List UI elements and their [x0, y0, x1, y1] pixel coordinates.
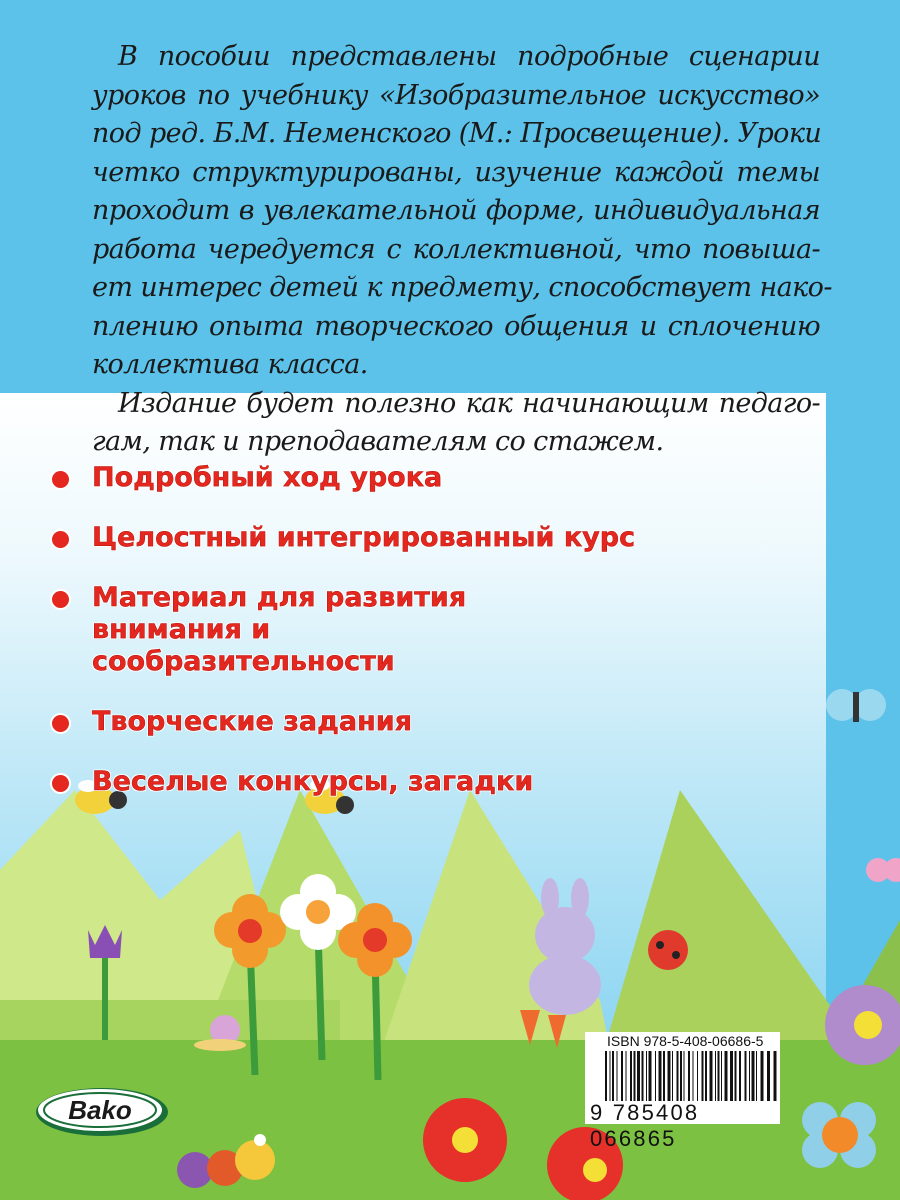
- barcode-bar: [672, 1051, 673, 1101]
- barcode-bar: [730, 1051, 733, 1101]
- feature-label: Материал для развития внимания и сообразительности: [92, 582, 467, 677]
- barcode-bar: [767, 1051, 770, 1101]
- feature-label: Творческие задания: [92, 706, 413, 737]
- feature-label: Веселые конкурсы, загадки: [92, 766, 534, 797]
- description-line: четко структурированы, изучение каждой темы: [92, 156, 820, 188]
- barcode-bar: [649, 1051, 652, 1101]
- barcode-bar: [745, 1051, 747, 1101]
- isbn-label: ISBN 978-5-408-06686-5: [607, 1033, 764, 1049]
- barcode-bar: [637, 1051, 640, 1101]
- barcode-bar: [715, 1051, 716, 1101]
- publisher-logo-text: Bako: [68, 1095, 132, 1125]
- barcode-bar: [677, 1051, 679, 1101]
- bunny: [529, 878, 601, 1015]
- barcode-bar: [725, 1051, 728, 1101]
- barcode-bar: [774, 1051, 777, 1101]
- barcode-bar: [626, 1051, 627, 1101]
- barcode-bar: [668, 1051, 671, 1101]
- barcode-bar: [617, 1051, 618, 1101]
- description-text: [92, 38, 832, 462]
- barcode-bar: [621, 1051, 623, 1101]
- bullet-dot-icon: [52, 531, 69, 548]
- bullet-dot-icon: [52, 591, 69, 608]
- barcode-bar: [749, 1051, 750, 1101]
- barcode-number: 9 785408 066865: [590, 1100, 700, 1151]
- barcode-bar: [663, 1051, 665, 1101]
- barcode-bar: [705, 1051, 707, 1101]
- barcode-bar: [605, 1051, 607, 1101]
- barcode-bar: [739, 1051, 741, 1101]
- feature-item: [48, 766, 848, 798]
- barcode-bar: [721, 1051, 722, 1101]
- bullet-dot-icon: [52, 775, 69, 792]
- isbn-barcode: [585, 1032, 780, 1151]
- barcode-bar: [684, 1051, 685, 1101]
- feature-item: [48, 462, 848, 494]
- description-line: работа чередуется с коллективной, что повыша-: [92, 233, 820, 265]
- barcode-bar: [761, 1051, 764, 1101]
- ladybug: [648, 930, 688, 970]
- description-line: плению опыта творческого общения и сплочению: [92, 310, 820, 342]
- description-line: Издание будет полезно как начинающим педаго-: [118, 387, 820, 419]
- barcode-bar: [710, 1051, 713, 1101]
- grass: [0, 1000, 340, 1040]
- barcode-bar: [612, 1051, 614, 1101]
- publisher-logo: [30, 1082, 170, 1140]
- feature-label: Целостный интегрированный курс: [92, 522, 636, 553]
- description-line: гам, так и преподавателям со стажем.: [92, 426, 664, 457]
- feature-list: [48, 462, 848, 826]
- barcode-bar: [735, 1051, 737, 1101]
- description-line: под ред. Б.М. Неменского (М.: Просвещение). Уроки: [92, 118, 822, 149]
- barcode-bar: [756, 1051, 757, 1101]
- barcode-bars: [605, 1051, 777, 1101]
- description-line: проходит в увлекательной форме, индивидуальная: [92, 195, 820, 226]
- description-line: коллектива класса.: [92, 349, 368, 380]
- bullet-dot-icon: [52, 715, 69, 732]
- barcode-bar: [630, 1051, 632, 1101]
- barcode-bar: [688, 1051, 690, 1101]
- barcode-bar: [680, 1051, 682, 1101]
- barcode-bar: [634, 1051, 636, 1101]
- description-line: В пособии представлены подробные сценарии: [118, 41, 820, 72]
- feature-item: [48, 582, 562, 678]
- barcode-bar: [646, 1051, 647, 1101]
- barcode-bar: [659, 1051, 662, 1101]
- description-line: уроков по учебнику «Изобразительное искусство»: [92, 79, 820, 111]
- butterfly: [866, 858, 900, 882]
- barcode-bar: [610, 1051, 611, 1101]
- barcode-bar: [752, 1051, 755, 1101]
- feature-item: [48, 706, 848, 738]
- barcode-bar: [718, 1051, 720, 1101]
- barcode-bar: [642, 1051, 644, 1101]
- barcode-bar: [693, 1051, 694, 1101]
- bullet-dot-icon: [52, 471, 69, 488]
- description-line: ет интерес детей к предмету, способствует нако-: [92, 272, 832, 303]
- feature-item: [48, 522, 848, 554]
- barcode-bar: [655, 1051, 656, 1101]
- feature-label: Подробный ход урока: [92, 462, 443, 493]
- barcode-bar: [702, 1051, 704, 1101]
- barcode-bar: [697, 1051, 698, 1101]
